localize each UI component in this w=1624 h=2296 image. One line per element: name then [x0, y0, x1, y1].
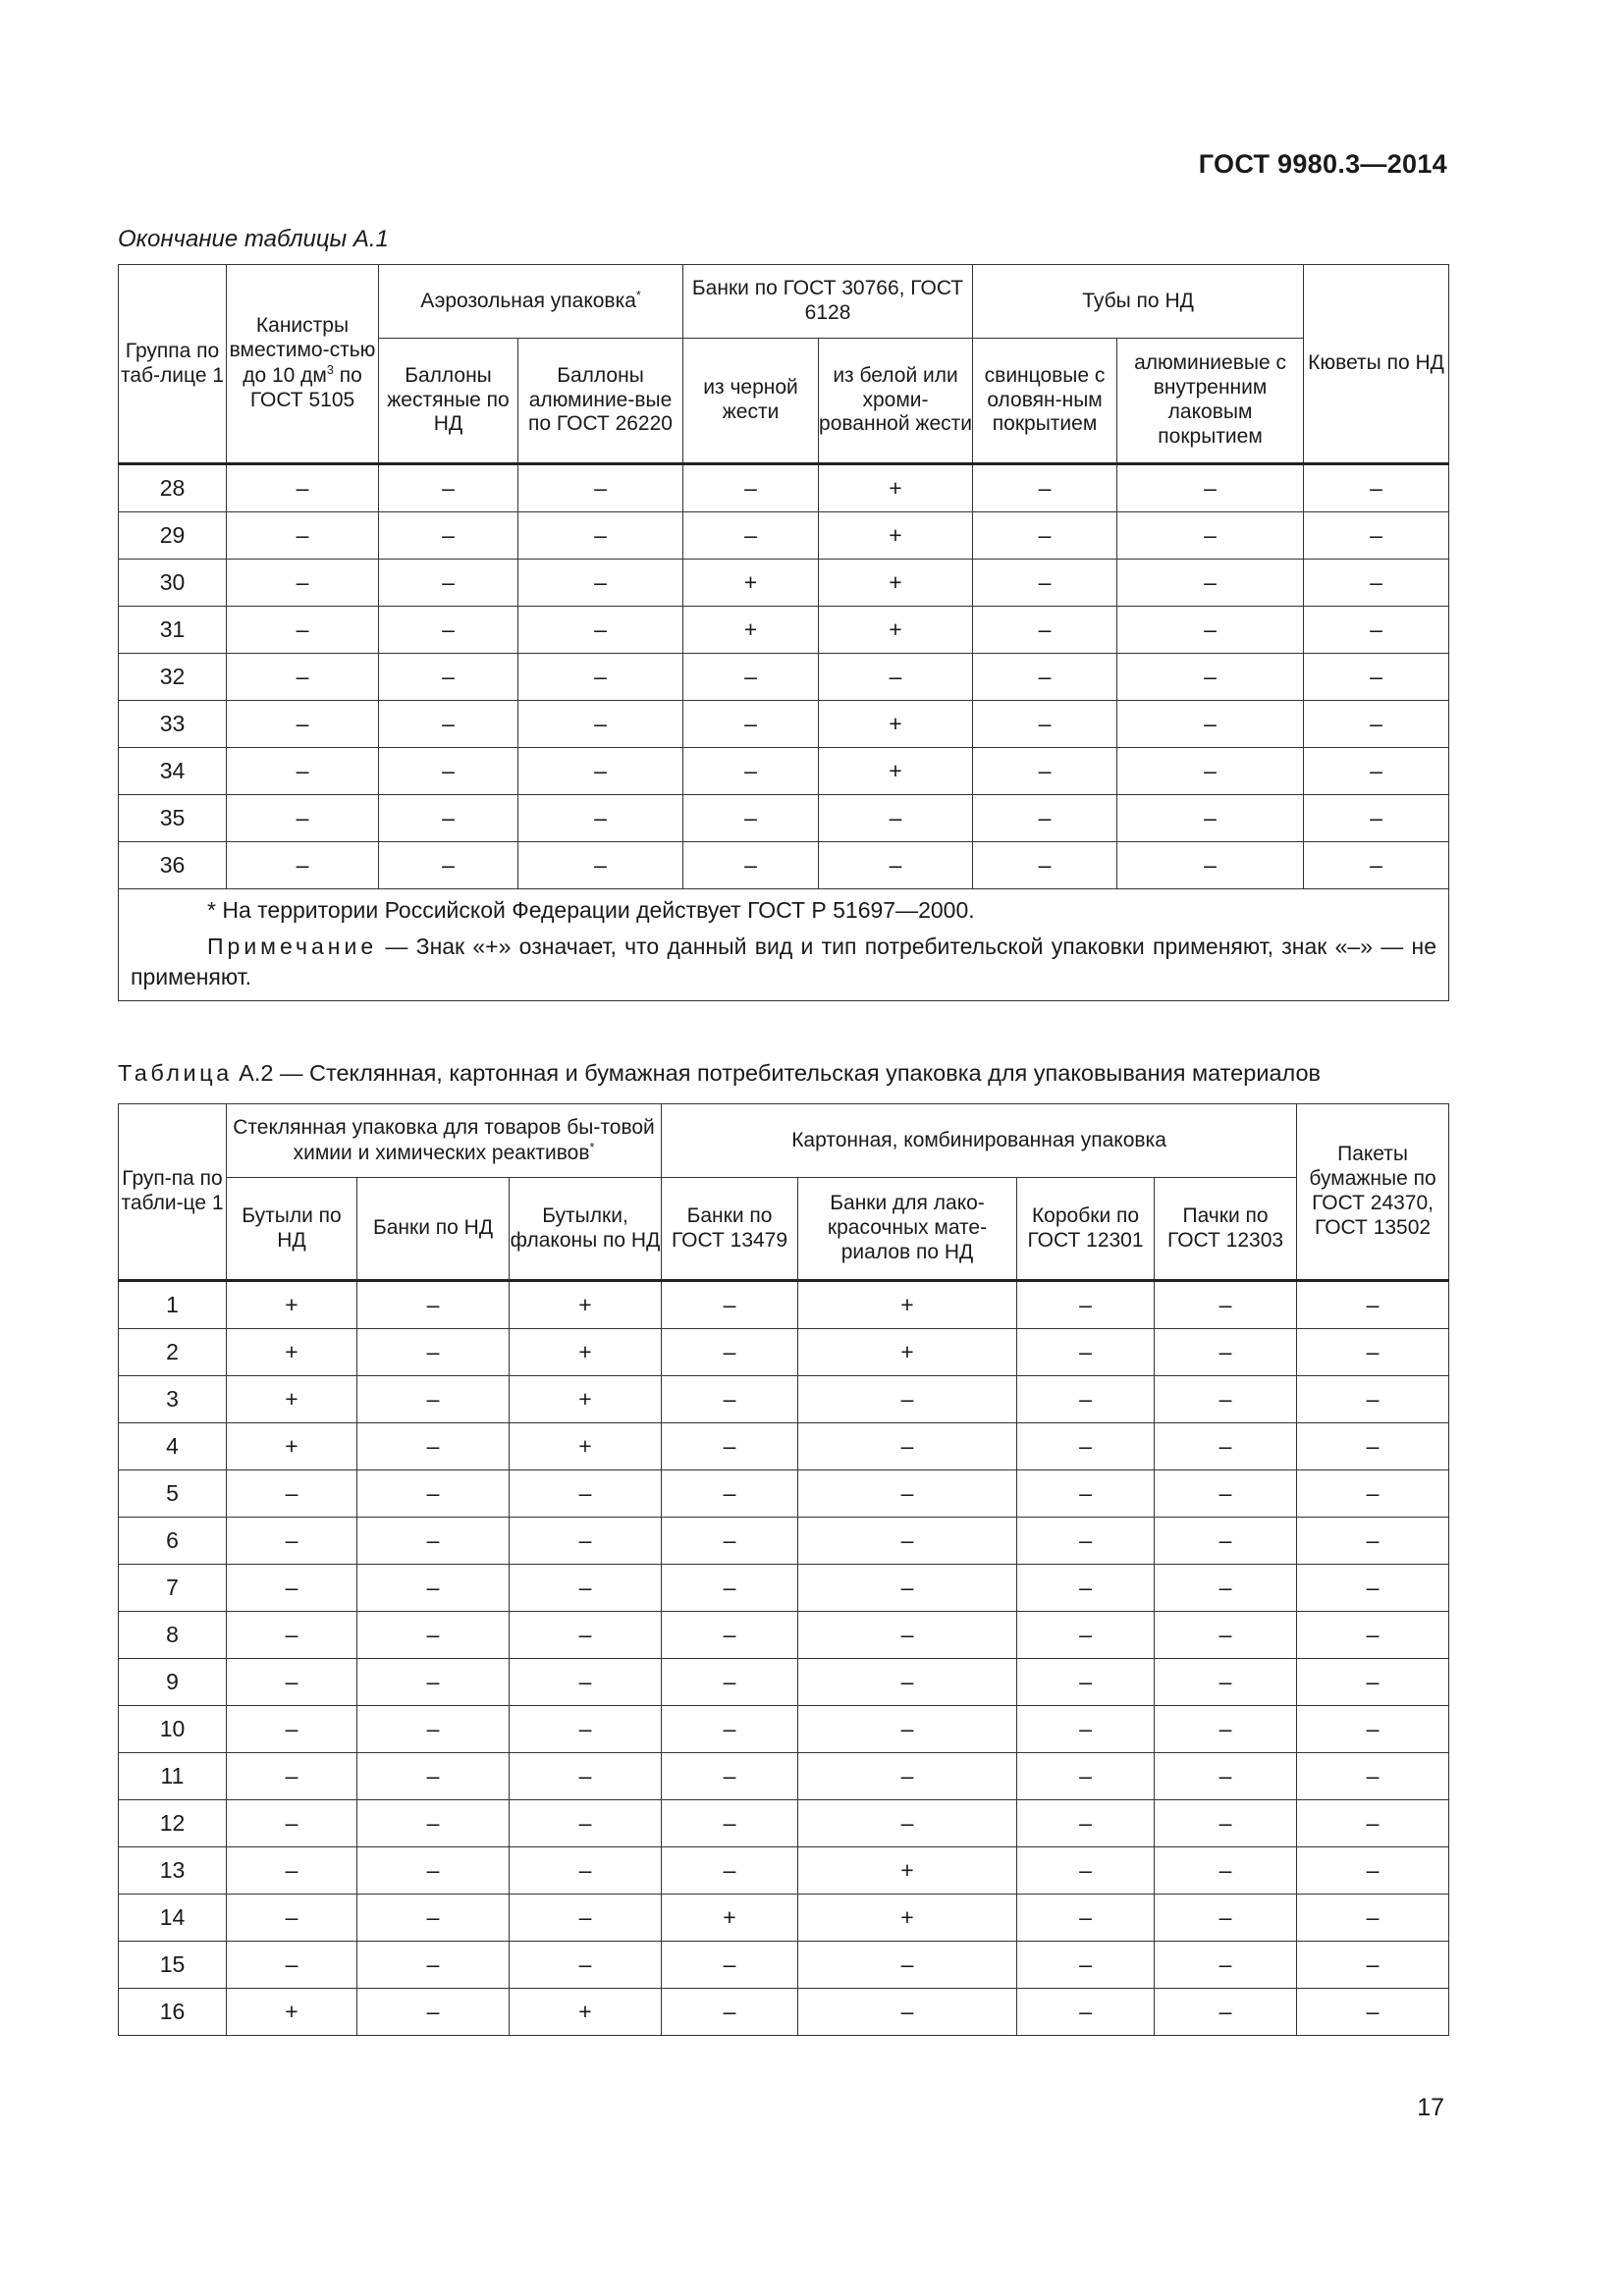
table-cell: –: [1297, 1706, 1449, 1753]
table-cell: –: [518, 654, 683, 701]
table-cell: –: [357, 1565, 510, 1612]
table-cell: –: [798, 1753, 1017, 1800]
t1-footnote: * На территории Российской Федерации действует ГОСТ Р 51697—2000.: [207, 897, 975, 923]
table-row: [119, 842, 1449, 889]
table-row: [119, 1659, 1449, 1706]
table-cell: +: [798, 1895, 1017, 1942]
table-cell: –: [227, 654, 379, 701]
table-cell: –: [1017, 1470, 1155, 1518]
table-cell: –: [227, 701, 379, 748]
table-cell: –: [510, 1753, 662, 1800]
group-number-cell: 36: [119, 842, 227, 889]
table-cell: –: [518, 560, 683, 607]
table-cell: –: [662, 1753, 798, 1800]
table-cell: +: [819, 560, 973, 607]
table-cell: +: [683, 607, 819, 654]
table-cell: –: [1297, 1376, 1449, 1423]
table-cell: –: [1017, 1281, 1155, 1329]
t2-header-glass: Стеклянная упаковка для товаров бы-товой химии и химических реактивов*: [227, 1104, 662, 1178]
group-number-cell: 6: [119, 1518, 227, 1565]
table-cell: –: [798, 1565, 1017, 1612]
table-cell: –: [510, 1895, 662, 1942]
group-number-cell: 12: [119, 1800, 227, 1847]
table-cell: –: [518, 607, 683, 654]
table-cell: –: [1297, 1423, 1449, 1470]
table-cell: –: [227, 1470, 357, 1518]
t2-header-carton-cans: Банки по ГОСТ 13479: [662, 1178, 798, 1281]
table-cell: –: [1155, 1659, 1297, 1706]
t1-header-aerosol: Аэрозольная упаковка*: [379, 265, 683, 339]
t1-header-tubes-lead: свинцовые с оловян-ным покрытием: [973, 339, 1117, 464]
table-cell: –: [510, 1847, 662, 1895]
group-number-cell: 5: [119, 1470, 227, 1518]
group-number-cell: 14: [119, 1895, 227, 1942]
t2-header-group: Груп-па по табли-це 1: [119, 1104, 227, 1281]
table-cell: –: [357, 1376, 510, 1423]
table-cell: –: [1017, 1565, 1155, 1612]
t1-header-aerosol-alu: Баллоны алюминие-вые по ГОСТ 26220: [518, 339, 683, 464]
table-cell: +: [510, 1989, 662, 2036]
table-cell: +: [227, 1281, 357, 1329]
group-number-cell: 34: [119, 748, 227, 795]
table-row: [119, 1847, 1449, 1895]
table-cell: –: [510, 1942, 662, 1989]
table-cell: +: [227, 1423, 357, 1470]
table-cell: –: [357, 1847, 510, 1895]
t1-note-label: Примечание: [207, 934, 378, 960]
table-cell: –: [1017, 1659, 1155, 1706]
table-cell: –: [973, 748, 1117, 795]
table1: [118, 264, 1449, 1001]
t2-header-carton-packs: Пачки по ГОСТ 12303: [1155, 1178, 1297, 1281]
group-number-cell: 30: [119, 560, 227, 607]
group-number-cell: 33: [119, 701, 227, 748]
table-cell: –: [510, 1612, 662, 1659]
table-cell: –: [1017, 1942, 1155, 1989]
table-cell: –: [1017, 1800, 1155, 1847]
table-cell: –: [662, 1942, 798, 1989]
t2-header-paper-bags: Пакеты бумажные по ГОСТ 24370, ГОСТ 13502: [1297, 1104, 1449, 1281]
table2: [118, 1103, 1449, 2036]
table-cell: +: [819, 607, 973, 654]
table-cell: –: [662, 1329, 798, 1376]
table-cell: –: [357, 1753, 510, 1800]
table-cell: –: [227, 1612, 357, 1659]
group-number-cell: 7: [119, 1565, 227, 1612]
group-number-cell: 28: [119, 464, 227, 512]
table-cell: +: [510, 1281, 662, 1329]
group-number-cell: 8: [119, 1612, 227, 1659]
table-cell: –: [227, 607, 379, 654]
table-cell: –: [662, 1659, 798, 1706]
table-cell: –: [227, 1753, 357, 1800]
table-cell: –: [1117, 748, 1304, 795]
table-cell: –: [1297, 1847, 1449, 1895]
table-cell: –: [1117, 654, 1304, 701]
group-number-cell: 2: [119, 1329, 227, 1376]
group-number-cell: 11: [119, 1753, 227, 1800]
table-cell: –: [1155, 1423, 1297, 1470]
table-cell: –: [1155, 1847, 1297, 1895]
table-cell: –: [227, 842, 379, 889]
table-cell: –: [1155, 1329, 1297, 1376]
table-cell: –: [798, 1470, 1017, 1518]
table-cell: –: [1304, 607, 1449, 654]
t2-header-glass-bottles: Бутыли по НД: [227, 1178, 357, 1281]
table-cell: –: [1017, 1329, 1155, 1376]
table-cell: –: [973, 464, 1117, 512]
table-cell: –: [357, 1895, 510, 1942]
table-cell: +: [683, 560, 819, 607]
group-number-cell: 35: [119, 795, 227, 842]
table-cell: –: [518, 464, 683, 512]
table-cell: –: [1304, 464, 1449, 512]
table-cell: –: [683, 512, 819, 560]
table-cell: +: [798, 1847, 1017, 1895]
table-row: [119, 701, 1449, 748]
table-cell: –: [227, 512, 379, 560]
group-number-cell: 32: [119, 654, 227, 701]
table-cell: –: [819, 795, 973, 842]
t1-header-canisters: Канистры вместимо-стью до 10 $дм^3$ по ГОСТ 5105: [227, 265, 379, 464]
table-cell: –: [1117, 607, 1304, 654]
group-number-cell: 15: [119, 1942, 227, 1989]
table-cell: –: [798, 1423, 1017, 1470]
table-cell: –: [973, 701, 1117, 748]
table-cell: –: [1297, 1612, 1449, 1659]
table-cell: –: [379, 842, 518, 889]
t1-header-tubes: Тубы по НД: [973, 265, 1304, 339]
table-cell: –: [357, 1281, 510, 1329]
table-cell: –: [1117, 512, 1304, 560]
t1-header-aerosol-tin: Баллоны жестяные по НД: [379, 339, 518, 464]
table-row: [119, 1518, 1449, 1565]
table-cell: –: [1297, 1565, 1449, 1612]
table-cell: –: [357, 1423, 510, 1470]
table-cell: –: [1017, 1376, 1155, 1423]
page-number: 17: [1417, 2094, 1444, 2121]
table-cell: –: [357, 1800, 510, 1847]
table-cell: –: [357, 1470, 510, 1518]
table-cell: –: [357, 1612, 510, 1659]
table-cell: –: [357, 1706, 510, 1753]
t1-header-cans-white: из белой или хроми-рованной жести: [819, 339, 973, 464]
table-cell: –: [518, 842, 683, 889]
table-cell: –: [1117, 560, 1304, 607]
table-cell: –: [798, 1989, 1017, 2036]
table-cell: +: [819, 512, 973, 560]
table-cell: –: [1297, 1329, 1449, 1376]
table-cell: –: [227, 1659, 357, 1706]
table-cell: –: [357, 1659, 510, 1706]
table-cell: –: [1117, 464, 1304, 512]
table-cell: –: [1017, 1753, 1155, 1800]
table-cell: –: [357, 1989, 510, 2036]
table-cell: –: [379, 607, 518, 654]
table-cell: –: [683, 748, 819, 795]
table-cell: –: [973, 560, 1117, 607]
table-cell: –: [662, 1989, 798, 2036]
table-cell: +: [798, 1329, 1017, 1376]
table-row: [119, 1942, 1449, 1989]
table-cell: –: [510, 1518, 662, 1565]
table-cell: –: [662, 1423, 798, 1470]
group-number-cell: 16: [119, 1989, 227, 2036]
table-cell: –: [798, 1800, 1017, 1847]
table-cell: –: [518, 701, 683, 748]
table-cell: –: [683, 795, 819, 842]
table-cell: +: [819, 701, 973, 748]
t1-header-tubes-alu: алюминиевые с внутренним лаковым покрытием: [1117, 339, 1304, 464]
table-cell: –: [819, 654, 973, 701]
group-number-cell: 10: [119, 1706, 227, 1753]
table-row: [119, 1989, 1449, 2036]
table-cell: –: [1155, 1895, 1297, 1942]
table-cell: –: [662, 1800, 798, 1847]
group-number-cell: 4: [119, 1423, 227, 1470]
table1-caption: Окончание таблицы А.1: [118, 226, 389, 252]
table-cell: –: [357, 1518, 510, 1565]
table-cell: –: [798, 1376, 1017, 1423]
table-cell: –: [1117, 701, 1304, 748]
table-cell: +: [819, 748, 973, 795]
table-cell: –: [1155, 1470, 1297, 1518]
group-number-cell: 13: [119, 1847, 227, 1895]
table-cell: –: [1155, 1800, 1297, 1847]
table-cell: –: [227, 1895, 357, 1942]
table-cell: –: [227, 1942, 357, 1989]
table2-caption-text: А.2 — Стеклянная, картонная и бумажная потребительская упаковка для упаковывания материалов: [232, 1060, 1322, 1086]
table-cell: –: [973, 607, 1117, 654]
table-cell: +: [662, 1895, 798, 1942]
document-header: ГОСТ 9980.3—2014: [1198, 149, 1447, 179]
table-cell: +: [798, 1281, 1017, 1329]
table-row: [119, 1753, 1449, 1800]
table-cell: –: [357, 1942, 510, 1989]
table-row: [119, 795, 1449, 842]
table-cell: –: [1155, 1753, 1297, 1800]
table-cell: –: [510, 1565, 662, 1612]
table-cell: –: [1297, 1518, 1449, 1565]
table-cell: –: [379, 654, 518, 701]
table-row: [119, 607, 1449, 654]
table-cell: –: [662, 1565, 798, 1612]
table-cell: –: [510, 1706, 662, 1753]
table-cell: –: [1304, 842, 1449, 889]
table-cell: –: [227, 464, 379, 512]
table-row: [119, 1470, 1449, 1518]
table-cell: –: [1304, 560, 1449, 607]
table-cell: –: [1297, 1895, 1449, 1942]
table-cell: –: [798, 1706, 1017, 1753]
table2-caption-label: Таблица: [118, 1060, 233, 1086]
group-number-cell: 9: [119, 1659, 227, 1706]
table-cell: –: [379, 560, 518, 607]
table-cell: –: [1297, 1281, 1449, 1329]
table-cell: –: [227, 1847, 357, 1895]
table-cell: –: [1155, 1518, 1297, 1565]
table-row: [119, 1423, 1449, 1470]
table-cell: –: [683, 701, 819, 748]
table-cell: –: [1155, 1612, 1297, 1659]
table-cell: –: [379, 748, 518, 795]
table-cell: –: [510, 1659, 662, 1706]
t2-header-glass-jars: Банки по НД: [357, 1178, 510, 1281]
table-cell: +: [227, 1329, 357, 1376]
table-row: [119, 1800, 1449, 1847]
table-cell: –: [357, 1329, 510, 1376]
t1-notes: [119, 889, 1449, 1001]
table-cell: –: [1304, 654, 1449, 701]
table-cell: –: [798, 1659, 1017, 1706]
t2-header-carton: Картонная, комбинированная упаковка: [662, 1104, 1297, 1178]
table-cell: –: [819, 842, 973, 889]
table-cell: –: [1155, 1376, 1297, 1423]
table-row: [119, 654, 1449, 701]
table-cell: –: [227, 795, 379, 842]
table-cell: –: [683, 654, 819, 701]
table-cell: +: [819, 464, 973, 512]
table-cell: –: [518, 512, 683, 560]
table-row: [119, 1612, 1449, 1659]
table-cell: –: [1155, 1942, 1297, 1989]
table-cell: –: [1297, 1989, 1449, 2036]
table-cell: +: [227, 1376, 357, 1423]
table-cell: –: [662, 1706, 798, 1753]
table-row: [119, 1706, 1449, 1753]
t2-header-glass-flasks: Бутылки, флаконы по НД: [510, 1178, 662, 1281]
t1-note-text: — Знак «+» означает, что данный вид и тип потребительской упаковки применяют, знак «–» — не применяют.: [131, 934, 1437, 990]
t1-header-group: Группа по таб-лице 1: [119, 265, 227, 464]
table-cell: –: [683, 464, 819, 512]
table-cell: –: [1155, 1281, 1297, 1329]
table-cell: –: [1297, 1942, 1449, 1989]
table-cell: +: [510, 1329, 662, 1376]
table-row: [119, 1329, 1449, 1376]
table2-caption: [118, 1060, 1321, 1087]
table-cell: –: [662, 1281, 798, 1329]
table-cell: –: [227, 748, 379, 795]
table-cell: –: [1155, 1565, 1297, 1612]
table-cell: –: [1304, 748, 1449, 795]
table-cell: –: [518, 795, 683, 842]
table-row: [119, 1281, 1449, 1329]
t2-header-carton-paint: Банки для лако-красочных мате-риалов по НД: [798, 1178, 1017, 1281]
table-cell: –: [798, 1942, 1017, 1989]
table-cell: –: [973, 512, 1117, 560]
table-cell: –: [227, 1565, 357, 1612]
table-row: [119, 1895, 1449, 1942]
table-cell: –: [1297, 1753, 1449, 1800]
group-number-cell: 3: [119, 1376, 227, 1423]
table-cell: –: [1017, 1706, 1155, 1753]
table-cell: –: [1297, 1470, 1449, 1518]
table-row: [119, 464, 1449, 512]
table-cell: –: [662, 1518, 798, 1565]
t2-header-carton-boxes: Коробки по ГОСТ 12301: [1017, 1178, 1155, 1281]
table-cell: –: [1155, 1989, 1297, 2036]
table-cell: –: [227, 1518, 357, 1565]
t1-note: [131, 932, 1436, 992]
table-cell: –: [1017, 1518, 1155, 1565]
table-cell: –: [379, 701, 518, 748]
table-cell: –: [227, 1800, 357, 1847]
t1-header-cans: Банки по ГОСТ 30766, ГОСТ 6128: [683, 265, 973, 339]
table-cell: –: [1155, 1706, 1297, 1753]
table-cell: –: [1017, 1989, 1155, 2036]
table-cell: –: [973, 795, 1117, 842]
table-cell: –: [1297, 1800, 1449, 1847]
table-row: [119, 512, 1449, 560]
table-cell: –: [798, 1518, 1017, 1565]
table-row: [119, 748, 1449, 795]
table-cell: –: [662, 1376, 798, 1423]
table-cell: –: [1017, 1423, 1155, 1470]
table-cell: –: [227, 560, 379, 607]
table-cell: +: [510, 1423, 662, 1470]
table-cell: –: [1017, 1895, 1155, 1942]
table-cell: –: [1297, 1659, 1449, 1706]
table-cell: –: [510, 1800, 662, 1847]
table-cell: –: [798, 1612, 1017, 1659]
group-number-cell: 29: [119, 512, 227, 560]
table-row: [119, 1376, 1449, 1423]
table-cell: –: [662, 1612, 798, 1659]
table-cell: +: [227, 1989, 357, 2036]
table-cell: –: [1304, 512, 1449, 560]
table-cell: +: [510, 1376, 662, 1423]
group-number-cell: 31: [119, 607, 227, 654]
table-cell: –: [662, 1847, 798, 1895]
group-number-cell: 1: [119, 1281, 227, 1329]
table-cell: –: [379, 464, 518, 512]
table-cell: –: [1117, 842, 1304, 889]
table-cell: –: [379, 795, 518, 842]
t1-header-cans-black: из черной жести: [683, 339, 819, 464]
table-cell: –: [1304, 795, 1449, 842]
t1-header-cuvettes: Кюветы по НД: [1304, 265, 1449, 464]
table-cell: –: [973, 842, 1117, 889]
table-cell: –: [1017, 1612, 1155, 1659]
table-cell: –: [1117, 795, 1304, 842]
table-row: [119, 1565, 1449, 1612]
table-cell: –: [379, 512, 518, 560]
table-cell: –: [683, 842, 819, 889]
table-cell: –: [227, 1706, 357, 1753]
table-cell: –: [1304, 701, 1449, 748]
table-cell: –: [518, 748, 683, 795]
table-cell: –: [662, 1470, 798, 1518]
table-cell: –: [973, 654, 1117, 701]
table-row: [119, 560, 1449, 607]
table-cell: –: [510, 1470, 662, 1518]
table-cell: –: [1017, 1847, 1155, 1895]
